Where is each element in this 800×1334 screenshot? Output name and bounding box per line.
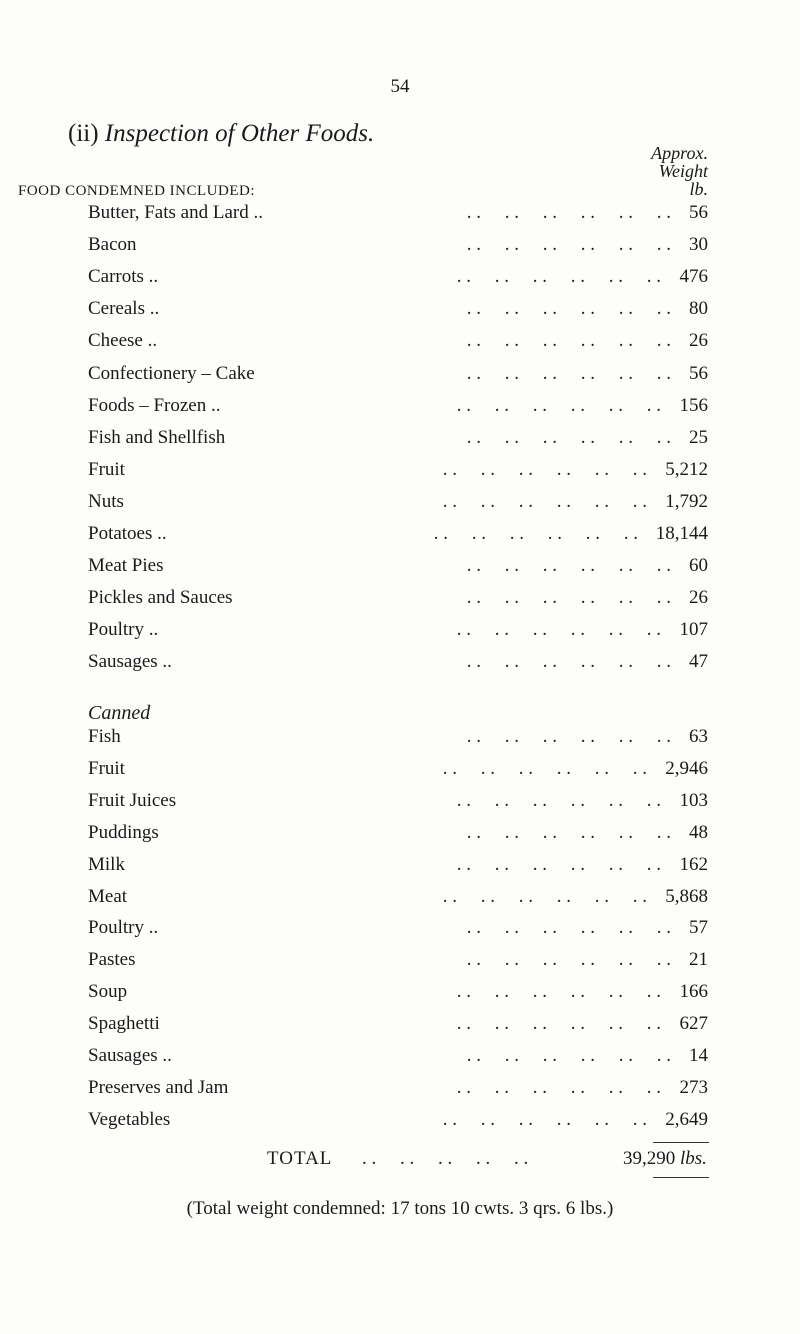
canned-item-name: Puddings <box>88 821 159 843</box>
food-item-row <box>88 298 708 330</box>
canned-item-weight: 2,649 <box>665 1108 708 1130</box>
food-item-name: Fish and Shellfish <box>88 426 226 448</box>
canned-subheading: Canned <box>88 702 151 724</box>
canned-item-row <box>88 854 708 886</box>
leader-dots: . . . . . . . . . . . . <box>456 789 661 811</box>
canned-item-row <box>88 949 708 981</box>
canned-item-weight: 63 <box>689 726 708 747</box>
total-row <box>267 1148 797 1178</box>
canned-item-name: Spaghetti <box>88 1013 160 1035</box>
canned-item-name: Vegetables <box>88 1108 171 1130</box>
canned-item-name: Fruit <box>88 757 125 779</box>
leader-dots: . . . . . . . . . . . . <box>466 555 671 577</box>
food-item-name: Nuts <box>88 490 124 512</box>
leader-dots: . . . . . . . . . . . . <box>456 1013 661 1035</box>
food-item-row <box>88 363 708 395</box>
leader-dots: . . . . . . . . . . . . <box>442 885 647 907</box>
food-item-name: Potatoes .. <box>88 523 167 544</box>
canned-item-weight: 166 <box>679 981 708 1003</box>
food-item-name: Bacon <box>88 234 137 256</box>
header-unit: lb. <box>689 179 708 199</box>
heading-prefix: (ii) <box>68 120 105 147</box>
food-item-row <box>88 523 708 555</box>
leader-dots: . . . . . . . . . . . . <box>466 426 671 448</box>
food-item-weight: 107 <box>679 619 708 641</box>
leader-dots: . . . . . . . . . . . . <box>466 298 671 320</box>
food-item-weight: 156 <box>679 394 708 416</box>
food-item-name: Fruit <box>88 458 125 480</box>
section-label: FOOD CONDEMNED INCLUDED: <box>18 183 255 199</box>
total-rule-top <box>653 1142 709 1143</box>
leader-dots: . . . . . . . . . . . . <box>466 726 671 747</box>
canned-item-row <box>88 981 708 1013</box>
page-heading <box>68 120 374 148</box>
food-item-row <box>88 395 708 427</box>
food-item-weight: 26 <box>689 587 708 609</box>
leader-dots: . . . . . . . . . . . . <box>456 1076 661 1098</box>
leader-dots: . . . . . . . . . . . . <box>466 651 671 673</box>
leader-dots: . . . . . . . . . . . . <box>442 458 647 480</box>
total-value <box>623 1148 707 1170</box>
canned-item-row <box>88 886 708 918</box>
leader-dots: . . . . . . . . . . . . <box>442 1108 647 1130</box>
food-item-weight: 18,144 <box>655 523 708 544</box>
food-item-name: Carrots .. <box>88 266 159 288</box>
food-item-name: Sausages .. <box>88 651 172 673</box>
canned-item-name: Sausages .. <box>88 1045 172 1066</box>
food-item-name: Meat Pies <box>88 555 164 577</box>
header-weight: Weight <box>658 161 708 181</box>
canned-item-weight: 21 <box>689 949 708 971</box>
leader-dots: . . . . . . . . . . . . <box>456 981 661 1003</box>
canned-item-weight: 2,946 <box>665 757 708 779</box>
leader-dots: . . . . . . . . . . . . <box>456 853 661 875</box>
canned-item-name: Fish <box>88 726 121 747</box>
food-item-name: Pickles and Sauces <box>88 587 233 609</box>
leader-dots: . . . . . . . . . . . . <box>433 523 638 544</box>
canned-item-weight: 14 <box>689 1045 708 1066</box>
weight-column-header <box>651 144 708 198</box>
food-item-row <box>88 587 708 619</box>
food-item-weight: 1,792 <box>665 490 708 512</box>
leader-dots: . . . . . . . . . . . . <box>466 234 671 256</box>
footnote: (Total weight condemned: 17 tons 10 cwts. 3 qrs. 6 lbs.) <box>186 1198 614 1219</box>
food-item-weight: 56 <box>689 202 708 223</box>
food-item-name: Foods – Frozen .. <box>88 394 221 416</box>
leader-dots: . . . . . . . . . . . . <box>442 757 647 779</box>
food-item-row <box>88 619 708 651</box>
canned-item-name: Preserves and Jam <box>88 1076 229 1098</box>
food-item-name: Cereals .. <box>88 298 160 320</box>
canned-item-row <box>88 1045 708 1077</box>
leader-dots: . . . . . . . . . . . . <box>466 362 671 384</box>
canned-item-row <box>88 1077 708 1109</box>
leader-dots: . . . . . . . . . . . . <box>466 949 671 971</box>
canned-item-weight: 273 <box>679 1076 708 1098</box>
food-item-row <box>88 651 708 683</box>
food-item-row <box>88 266 708 298</box>
food-item-weight: 80 <box>689 298 708 320</box>
food-item-weight: 56 <box>689 362 708 384</box>
total-unit: lbs. <box>680 1148 707 1169</box>
leader-dots: . . . . . . . . . . . . <box>456 266 661 288</box>
leader-dots: . . . . . . . . . . . . <box>466 330 671 352</box>
food-item-name: Confectionery – Cake <box>88 362 255 384</box>
leader-dots: . . . . . . . . . . <box>362 1148 529 1169</box>
canned-item-weight: 48 <box>689 821 708 843</box>
food-item-weight: 60 <box>689 555 708 577</box>
leader-dots: . . . . . . . . . . . . <box>442 490 647 512</box>
total-rule-bottom <box>653 1177 709 1178</box>
food-item-weight: 5,212 <box>665 458 708 480</box>
food-item-name: Poultry .. <box>88 619 159 641</box>
leader-dots: . . . . . . . . . . . . <box>466 587 671 609</box>
canned-item-weight: 103 <box>679 789 708 811</box>
food-item-name: Cheese .. <box>88 330 158 352</box>
heading-title: Inspection of Other Foods. <box>104 120 375 147</box>
leader-dots: . . . . . . . . . . . . <box>466 202 671 223</box>
total-label: TOTAL <box>267 1148 333 1169</box>
canned-item-name: Soup <box>88 981 128 1003</box>
canned-item-row <box>88 790 708 822</box>
food-item-weight: 26 <box>689 330 708 352</box>
canned-item-weight: 5,868 <box>665 885 708 907</box>
food-item-row <box>88 555 708 587</box>
food-item-name: Butter, Fats and Lard .. <box>88 202 263 223</box>
food-item-weight: 30 <box>689 234 708 256</box>
food-item-row <box>88 459 708 491</box>
canned-item-weight: 627 <box>679 1013 708 1035</box>
page-number: 54 <box>390 76 410 97</box>
food-item-weight: 476 <box>679 266 708 288</box>
canned-item-row <box>88 758 708 790</box>
canned-item-name: Meat <box>88 885 128 907</box>
canned-item-name: Milk <box>88 853 125 875</box>
canned-item-row <box>88 726 708 758</box>
canned-item-weight: 57 <box>689 917 708 939</box>
canned-item-name: Fruit Juices <box>88 789 177 811</box>
canned-item-row <box>88 822 708 854</box>
canned-item-weight: 162 <box>679 853 708 875</box>
canned-item-name: Pastes <box>88 949 136 971</box>
leader-dots: . . . . . . . . . . . . <box>466 1045 671 1066</box>
food-item-row <box>88 427 708 459</box>
food-item-row <box>88 491 708 523</box>
leader-dots: . . . . . . . . . . . . <box>466 917 671 939</box>
canned-item-name: Poultry .. <box>88 917 159 939</box>
leader-dots: . . . . . . . . . . . . <box>456 394 661 416</box>
canned-item-row <box>88 1013 708 1045</box>
food-item-row <box>88 330 708 362</box>
food-item-row <box>88 202 708 234</box>
canned-item-row <box>88 1109 708 1141</box>
leader-dots: . . . . . . . . . . . . <box>466 821 671 843</box>
header-approx: Approx. <box>651 143 708 163</box>
canned-item-row <box>88 917 708 949</box>
leader-dots: . . . . . . . . . . . . <box>456 619 661 641</box>
food-item-weight: 25 <box>689 426 708 448</box>
total-number: 39,290 <box>623 1148 676 1169</box>
food-item-weight: 47 <box>689 651 708 673</box>
food-item-row <box>88 234 708 266</box>
